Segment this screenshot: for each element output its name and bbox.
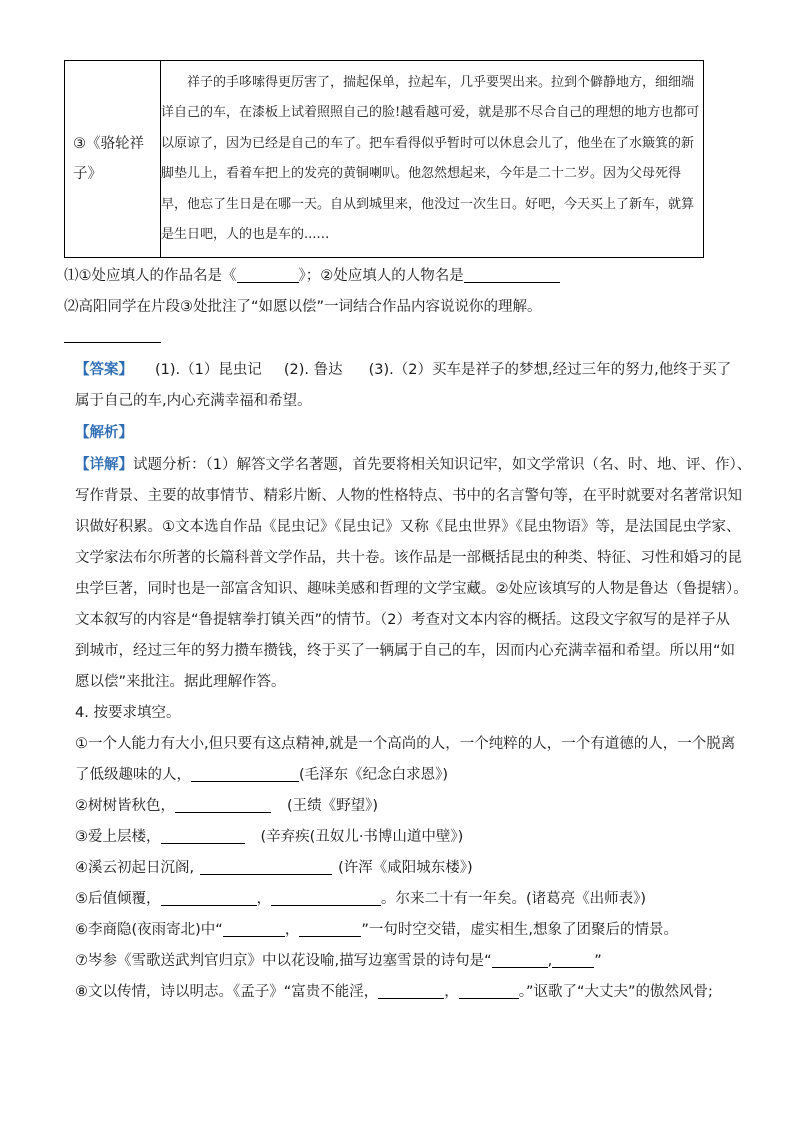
fill-item-2: ②树树皆秋色， (王绩《野望》) — [75, 798, 379, 814]
analysis-tag: 【解析】 — [75, 425, 133, 441]
detail-line: 到城市，经过三年的努力攒车攒钱，终于买了一辆属于自己的车，因而内心充满幸福和希望。所以用“如 — [75, 643, 736, 659]
blank-1b[interactable] — [464, 267, 560, 283]
fill-item-5: ⑤后值倾覆， ， 。尔来二十有一年矣。(诸葛亮《出师表》) — [75, 891, 647, 907]
passage-text: 祥子的手哆嗦得更厉害了，揣起保单，拉起车，几乎要哭出来。拉到个僻静地方，细细端详自己的车，在漆板上试着照照自己的脸!越看越可爱，就是那不尽合自己的理想的地方也都可以原谅了，因为已经是自己的车了。把车看得似乎暂时可以休息会儿了，他坐在了水簸箕的新脚垫儿上，看着车把上的发亮的黄铜喇叭。他忽然想起来，今年是二十二岁。因为父母死得早，他忘了生日是在哪一天。自从到城里来，他没过一次生日。好吧，今天买上了新车，就算是生日吧，人的也是车的...… — [161, 74, 700, 242]
detail-line: 愿以偿”来批注。据此理解作答。 — [75, 674, 286, 690]
blank[interactable] — [191, 766, 299, 782]
question-table — [64, 60, 704, 258]
question-1: ⑴①处应填人的作品名是《 》；②处应填人的人物名是 — [64, 266, 560, 286]
blank[interactable] — [161, 828, 245, 844]
blank[interactable] — [459, 983, 519, 999]
blank[interactable] — [378, 983, 444, 999]
work-label-line2: 子》 — [73, 166, 102, 182]
blank[interactable] — [200, 859, 332, 875]
blank[interactable] — [552, 952, 594, 968]
detail-line: 写作背景、主要的故事情节、精彩片断、人物的性格特点、书中的名言警句等，在平时就要对名著常识知 — [75, 488, 742, 504]
blank[interactable] — [271, 890, 381, 906]
question-4-title: 4. 按要求填空。 — [75, 705, 181, 721]
fill-item-8: ⑧文以传情，诗以明志。《孟子》“富贵不能淫， ， 。”讴歌了“大丈夫”的傲然风骨; — [75, 984, 713, 1000]
detail-first: 【详解】试题分析：（1）解答文学名著题，首先要将相关知识记牢，如文学常识（名、时、地、评、作）、 — [75, 457, 752, 473]
fill-item-1-line2: 了低级趣味的人， (毛泽东《纪念白求恩》) — [75, 767, 449, 783]
fill-item-4: ④溪云初起日沉阁, (许浑《咸阳城东楼》) — [75, 860, 473, 876]
answer-tag: 【答案】 — [75, 362, 133, 378]
passage-cell — [161, 61, 704, 258]
blank[interactable] — [175, 797, 271, 813]
fill-item-1-line1: ①一个人能力有大小,但只要有这点精神,就是一个高尚的人，一个纯粹的人，一个有道德的人，一个脱离 — [75, 736, 736, 752]
blank-1a[interactable] — [237, 267, 299, 283]
fill-item-3: ③爱上层楼， (辛弃疾(丑奴儿·书博山道中壁》) — [75, 829, 464, 845]
fill-item-6: ⑥李商隐(夜雨寄北)中“ ， ”一句时空交错，虚实相生,想象了团聚后的情景。 — [75, 922, 678, 938]
question-2: ⑵高阳同学在片段③处批注了“如愿以偿”一词结合作品内容说说你的理解。 — [64, 299, 542, 315]
blank[interactable] — [223, 921, 285, 937]
answer-line2: 属于自己的车,内心充满幸福和希望。 — [75, 393, 312, 409]
work-label-cell — [65, 61, 161, 258]
blank[interactable] — [492, 952, 548, 968]
blank[interactable] — [161, 890, 257, 906]
detail-line: 文本叙写的内容是“鲁提辖拳打镇关西”的情节。（2）考查对文本内容的概括。这段文字叙写的是祥子从 — [75, 612, 730, 628]
detail-line: 文学家法布尔所著的长篇科普文学作品，共十卷。该作品是一部概括昆虫的种类、特征、习性和婚习的昆 — [75, 550, 742, 566]
answer-row: 【答案】 (1).（1）昆虫记 (2). 鲁达 (3).（2）买车是祥子的梦想,经过三年的努力,他终于买了 — [75, 362, 732, 378]
fill-item-7: ⑦岑参《雪歌送武判官归京》中以花设喻,描写边塞雪景的诗句是“ , ” — [75, 953, 602, 969]
work-label-line1: ③《骆轮祥 — [73, 136, 144, 152]
blank[interactable] — [299, 921, 361, 937]
detail-line: 虫学巨著，同时也是一部富含知识、趣味美感和哲理的文学宝藏。②处应该填写的人物是鲁达（鲁提辖）。 — [75, 581, 748, 597]
answer-line — [64, 342, 161, 343]
detail-line: 识做好积累。①文本选自作品《昆虫记》《昆虫记》又称《昆虫世界》《昆虫物语》等，是法国昆虫学家、 — [75, 519, 741, 535]
